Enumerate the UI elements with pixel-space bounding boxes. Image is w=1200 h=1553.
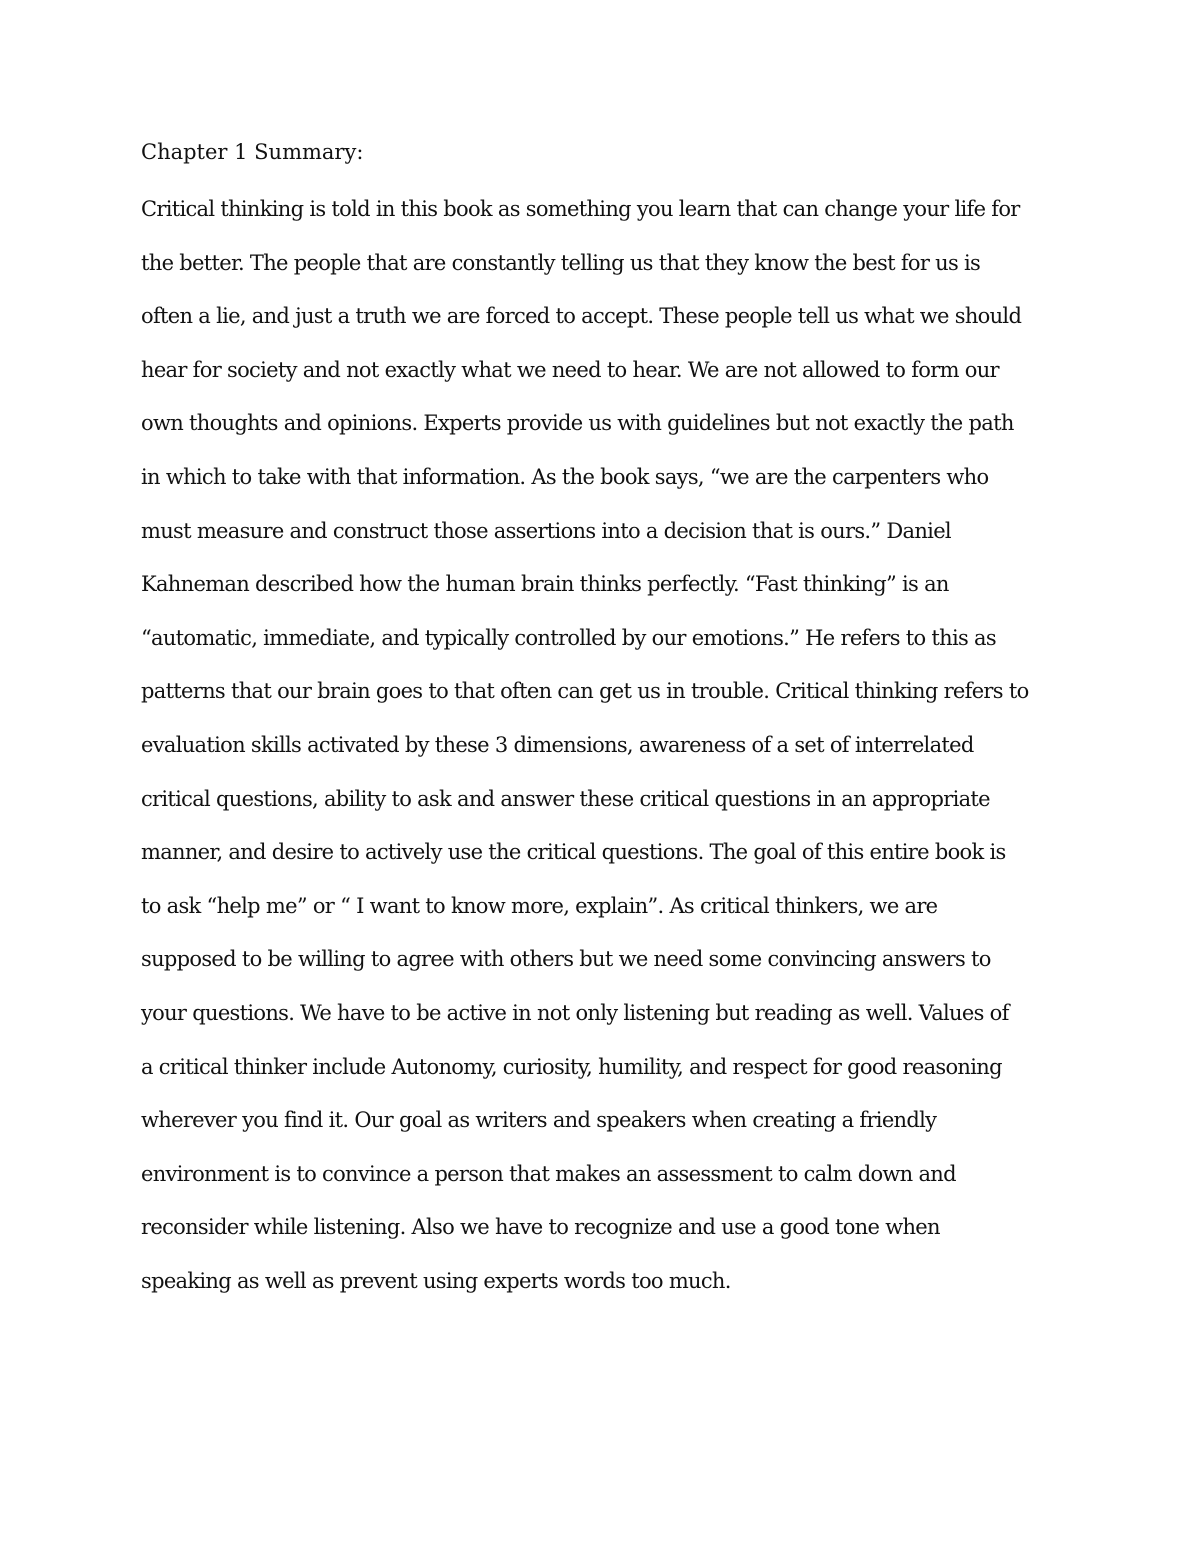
body-line: must measure and construct those assertions into a decision that is ours.” Daniel: [141, 518, 951, 543]
body-line: supposed to be willing to agree with others but we need some convincing answers to: [141, 947, 991, 972]
body-line: your questions. We have to be active in not only listening but reading as well. Values of: [141, 1000, 1009, 1025]
body-line: “automatic, immediate, and typically controlled by our emotions.” He refers to this as: [141, 625, 996, 650]
body-line: evaluation skills activated by these 3 dimensions, awareness of a set of interrelated: [141, 732, 974, 757]
body-line: own thoughts and opinions. Experts provide us with guidelines but not exactly the path: [141, 411, 1014, 436]
body-line: reconsider while listening. Also we have to recognize and use a good tone when: [141, 1215, 940, 1240]
body-line: manner, and desire to actively use the critical questions. The goal of this entire book is: [141, 840, 1006, 865]
body-line: Kahneman described how the human brain thinks perfectly. “Fast thinking” is an: [141, 572, 949, 597]
body-line: the better. The people that are constantly telling us that they know the best for us is: [141, 250, 981, 275]
document-body: [141, 193, 1071, 1318]
document-title: Chapter 1 Summary:: [141, 140, 364, 164]
body-line: hear for society and not exactly what we need to hear. We are not allowed to form our: [141, 357, 999, 382]
body-line: a critical thinker include Autonomy, curiosity, humility, and respect for good reasoning: [141, 1054, 1002, 1079]
body-line: wherever you find it. Our goal as writers and speakers when creating a friendly: [141, 1108, 937, 1133]
body-line: to ask “help me” or “ I want to know more, explain”. As critical thinkers, we are: [141, 893, 938, 918]
body-line: often a lie, and just a truth we are forced to accept. These people tell us what we should: [141, 304, 1022, 329]
body-line: speaking as well as prevent using experts words too much.: [141, 1268, 731, 1293]
body-line: critical questions, ability to ask and answer these critical questions in an appropriate: [141, 786, 990, 811]
body-line: in which to take with that information. As the book says, “we are the carpenters who: [141, 464, 989, 489]
body-line: environment is to convince a person that makes an assessment to calm down and: [141, 1161, 956, 1186]
body-line: Critical thinking is told in this book as something you learn that can change your life for: [141, 197, 1020, 221]
body-line: patterns that our brain goes to that often can get us in trouble. Critical thinking refers to: [141, 679, 1029, 704]
